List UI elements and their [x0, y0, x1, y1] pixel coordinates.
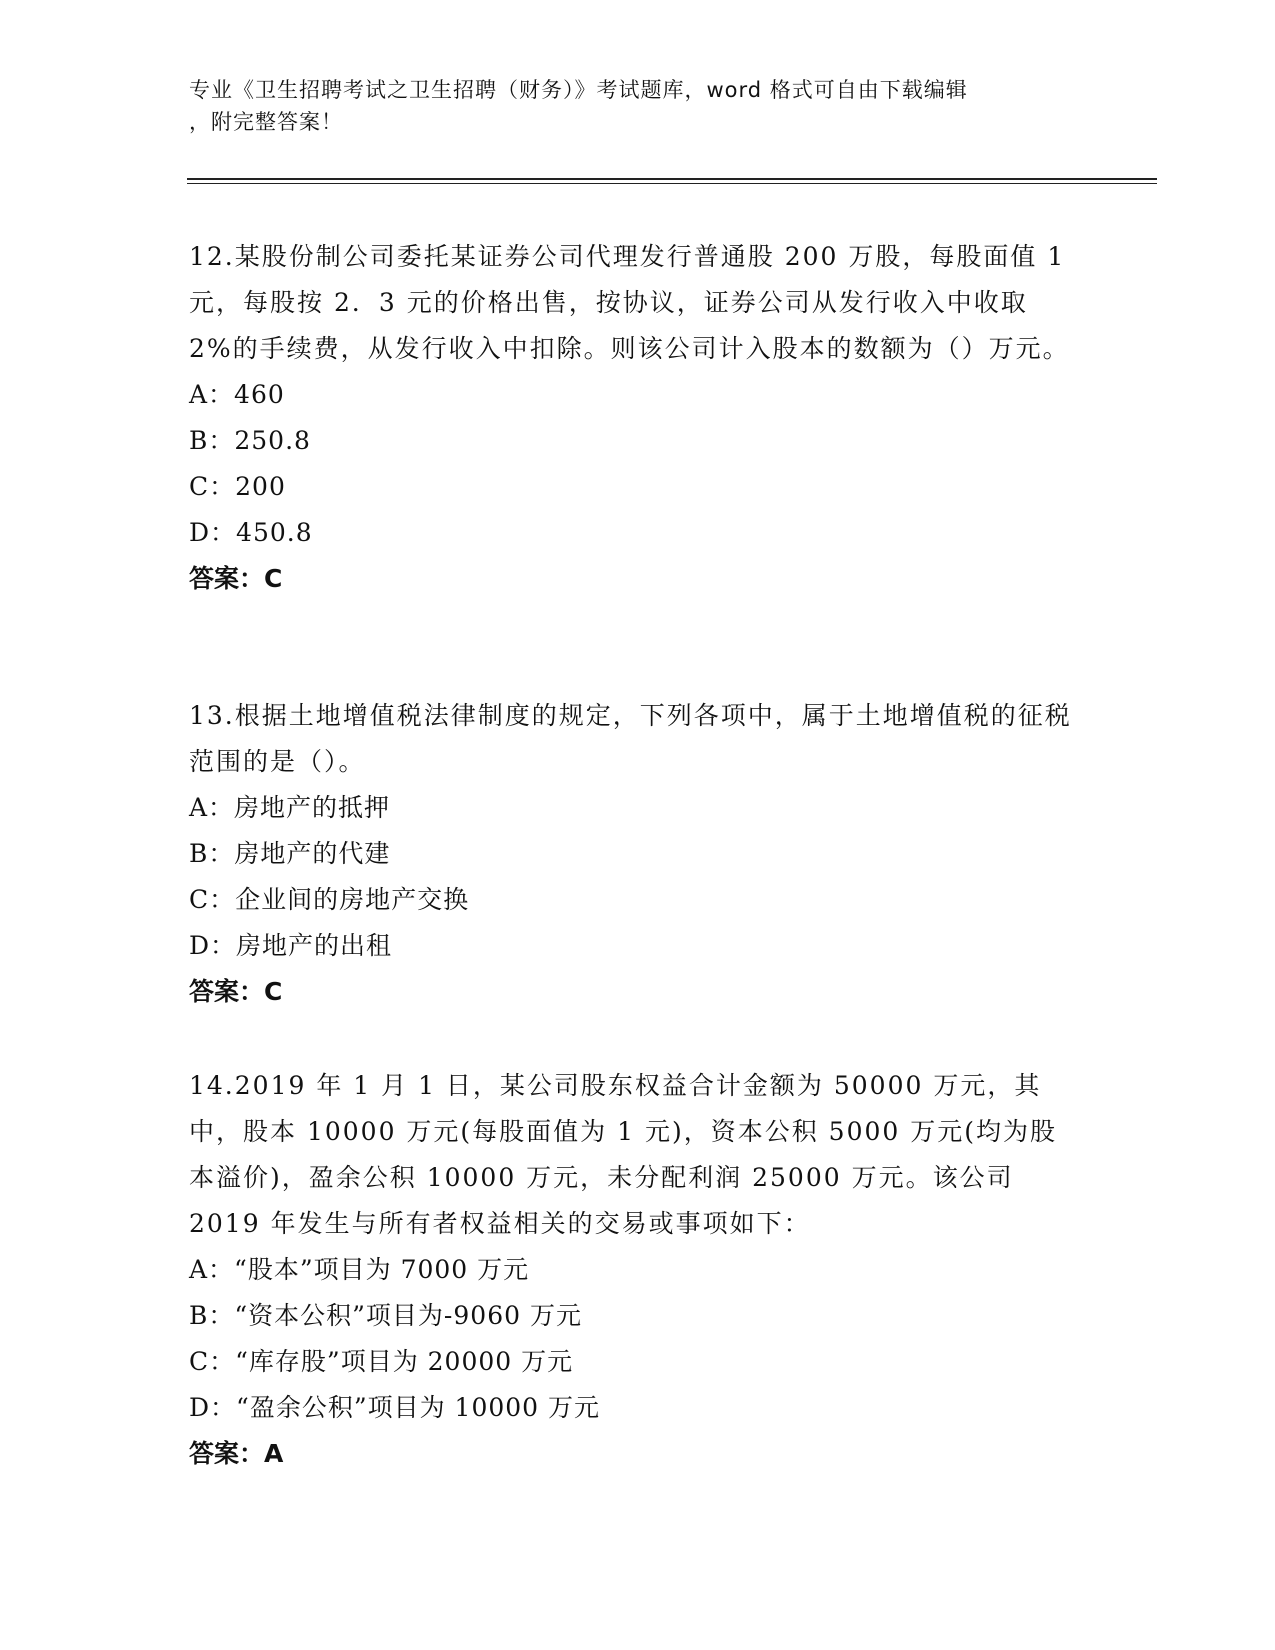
answer: 答案：C — [189, 564, 283, 593]
question-stem: 13.根据土地增值税法律制度的规定，下列各项中，属于土地增值税的征税范围的是（）。 — [189, 701, 1072, 776]
question-12 — [189, 234, 1079, 602]
option-a: A：460 — [189, 380, 285, 409]
option-c: C：“库存股”项目为 20000 万元 — [189, 1347, 574, 1376]
option-b: B：“资本公积”项目为-9060 万元 — [189, 1301, 582, 1330]
option-c: C：企业间的房地产交换 — [189, 885, 470, 914]
answer: 答案：A — [189, 1439, 284, 1468]
document-header — [189, 74, 1089, 138]
question-14 — [189, 1063, 1079, 1477]
question-stem: 14.2019 年 1 月 1 日，某公司股东权益合计金额为 50000 万元，其中，股本 10000 万元(每股面值为 1 元)，资本公积 5000 万元(均为股本溢价)，盈余公积 10000 万元，未分配利润 25000 万元。该公司 2019 年发生与所有者权益相关的交易或事项如下： — [189, 1071, 1058, 1238]
option-d: D：房地产的出租 — [189, 931, 393, 960]
header-divider-thick — [187, 178, 1157, 180]
option-d: D：450.8 — [189, 518, 313, 547]
option-d: D：“盈余公积”项目为 10000 万元 — [189, 1393, 601, 1422]
question-13 — [189, 693, 1079, 1015]
option-c: C：200 — [189, 472, 286, 501]
header-line-1: 专业《卫生招聘考试之卫生招聘（财务）》考试题库，word 格式可自由下载编辑 — [189, 78, 968, 102]
header-line-2: ，附完整答案！ — [189, 110, 343, 134]
question-stem: 12.某股份制公司委托某证券公司代理发行普通股 200 万股，每股面值 1 元，每股按 2．3 元的价格出售，按协议，证券公司从发行收入中收取 2%的手续费，从发行收入中扣除。则该公司计入股本的数额为（）万元。 — [189, 242, 1070, 363]
option-b: B：250.8 — [189, 426, 311, 455]
option-a: A：“股本”项目为 7000 万元 — [189, 1255, 530, 1284]
option-a: A：房地产的抵押 — [189, 793, 391, 822]
answer: 答案：C — [189, 977, 283, 1006]
option-b: B：房地产的代建 — [189, 839, 391, 868]
header-divider-thin — [187, 183, 1157, 184]
